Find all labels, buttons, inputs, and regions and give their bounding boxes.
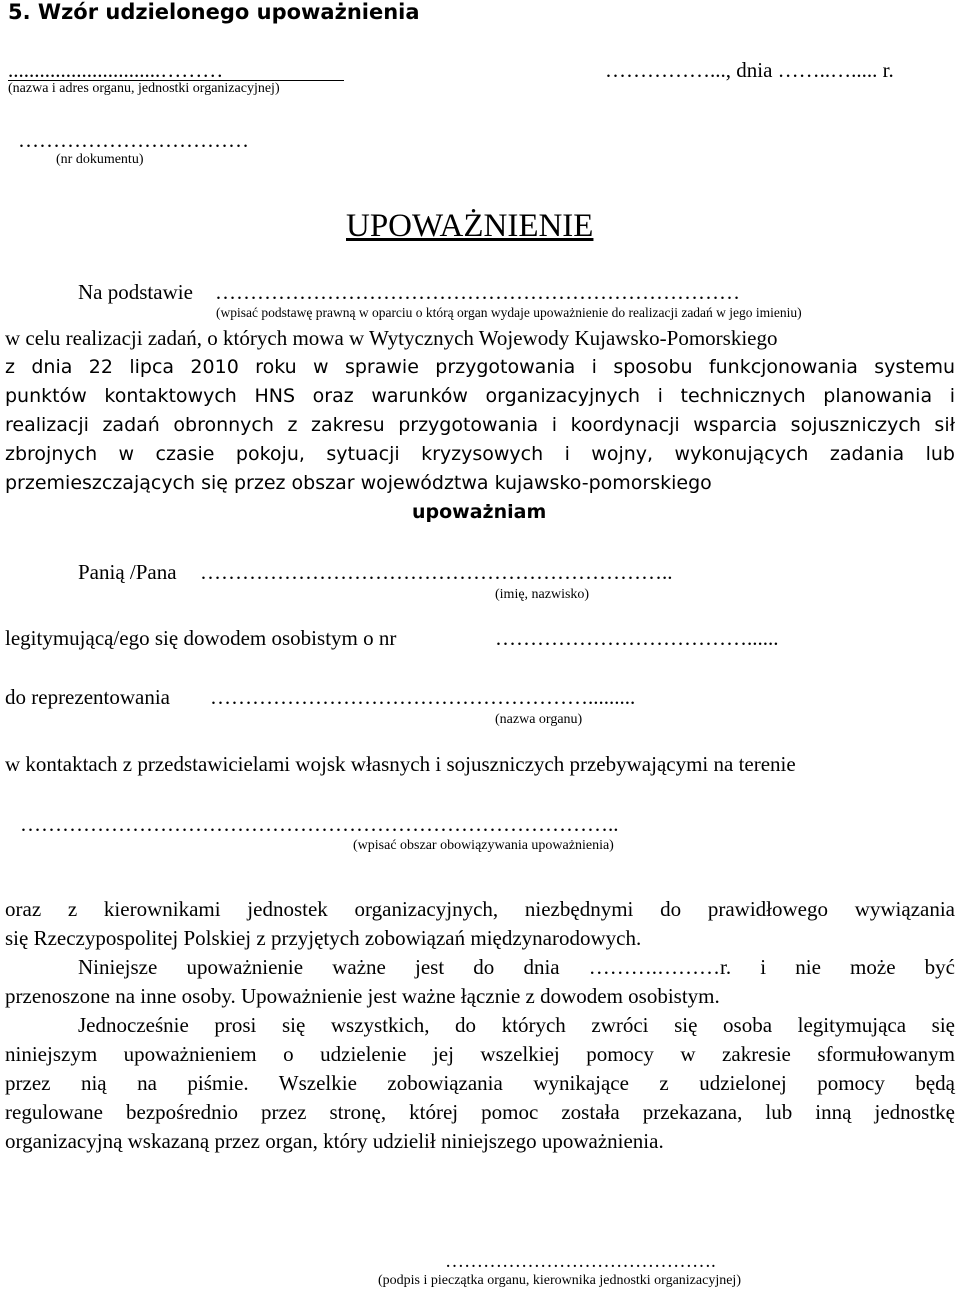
legal-basis-label: Na podstawie: [78, 280, 193, 304]
closing-line: przenoszone na inne osoby. Upoważnienie jest ważne łącznie z dowodem osobistym.: [5, 984, 720, 1008]
represent-dots: ……………………………………………….........: [210, 685, 636, 709]
purpose-line: w celu realizacji zadań, o których mowa w Wytycznych Wojewody Kujawsko-Pomorskiego: [5, 326, 778, 350]
organ-dots: .............................………: [8, 58, 224, 82]
document-number-caption: (nr dokumentu): [56, 152, 144, 167]
signature-dots: …………………………………….: [445, 1251, 716, 1272]
area-dots: …………………………………………………………………………..: [20, 812, 619, 836]
signature-caption: (podpis i pieczątka organu, kierownika jednostki organizacyjnej): [378, 1273, 741, 1288]
authorize-word: upoważniam: [412, 501, 547, 523]
purpose-line: realizacji zadań obronnych z zakresu przygotowania i koordynacji wsparcia sojuszniczych sił: [5, 414, 955, 436]
closing-line: przez nią na piśmie. Wszelkie zobowiązania wynikające z udzielonej pomocy będą: [5, 1071, 955, 1095]
legal-basis-caption: (wpisać podstawę prawną w oparciu o którą organ wydaje upoważnienie do realizacji zadań w jego imieniu): [216, 305, 802, 320]
date-line: ……………..., dnia ……..…..... r.: [605, 58, 894, 82]
closing-line: się Rzeczypospolitej Polskiej z przyjętych zobowiązań międzynarodowych.: [5, 926, 642, 950]
area-caption: (wpisać obszar obowiązywania upoważnienia): [353, 838, 614, 853]
closing-line: regulowane bezpośrednio przez stronę, której pomoc została przekazana, lub inną jednostkę: [5, 1100, 955, 1124]
purpose-line: zbrojnych w czasie pokoju, sytuacji kryzysowych i wojny, wykonujących zadania lub: [5, 443, 955, 465]
section-title: 5. Wzór udzielonego upoważnienia: [8, 0, 420, 24]
purpose-line: przemieszczających się przez obszar województwa kujawsko-pomorskiego: [5, 472, 712, 494]
person-caption: (imię, nazwisko): [495, 587, 590, 602]
closing-line: niniejszym upoważnieniem o udzielenie jej wszelkiej pomocy w zakresie sformułowanym: [5, 1042, 955, 1066]
closing-line: Jednocześnie prosi się wszystkich, do których zwróci się osoba legitymująca się: [78, 1013, 955, 1037]
document-number-dots: ……………………………: [18, 128, 249, 152]
purpose-line: punktów kontaktowych HNS oraz warunków organizacyjnych i technicznych planowania i: [5, 385, 955, 407]
document-title: UPOWAŻNIENIE: [346, 208, 594, 244]
contacts-line: w kontaktach z przedstawicielami wojsk własnych i sojuszniczych przebywającymi na terenie: [5, 752, 796, 776]
represent-caption: (nazwa organu): [495, 712, 583, 727]
purpose-line: z dnia 22 lipca 2010 roku w sprawie przygotowania i sposobu funkcjonowania systemu: [5, 356, 955, 378]
organ-caption: (nazwa i adres organu, jednostki organizacyjnej): [8, 81, 280, 96]
closing-line: oraz z kierownikami jednostek organizacyjnych, niezbędnymi do prawidłowego wywiązania: [5, 897, 955, 921]
person-label: Panią /Pana: [78, 560, 177, 584]
closing-line: organizacyjną wskazaną przez organ, który udzielił niniejszego upoważnienia.: [5, 1129, 664, 1153]
legal-basis-dots: …………………………………………………………………: [215, 280, 740, 304]
closing-line: Niniejsze upoważnienie ważne jest do dnia ……….………r. i nie może być: [78, 955, 955, 979]
person-dots: …………………………………………………………..: [200, 560, 673, 584]
id-document-label: legitymującą/ego się dowodem osobistym o nr: [5, 626, 397, 650]
represent-label: do reprezentowania: [5, 685, 170, 709]
id-document-dots: ………………………………......: [495, 626, 779, 650]
